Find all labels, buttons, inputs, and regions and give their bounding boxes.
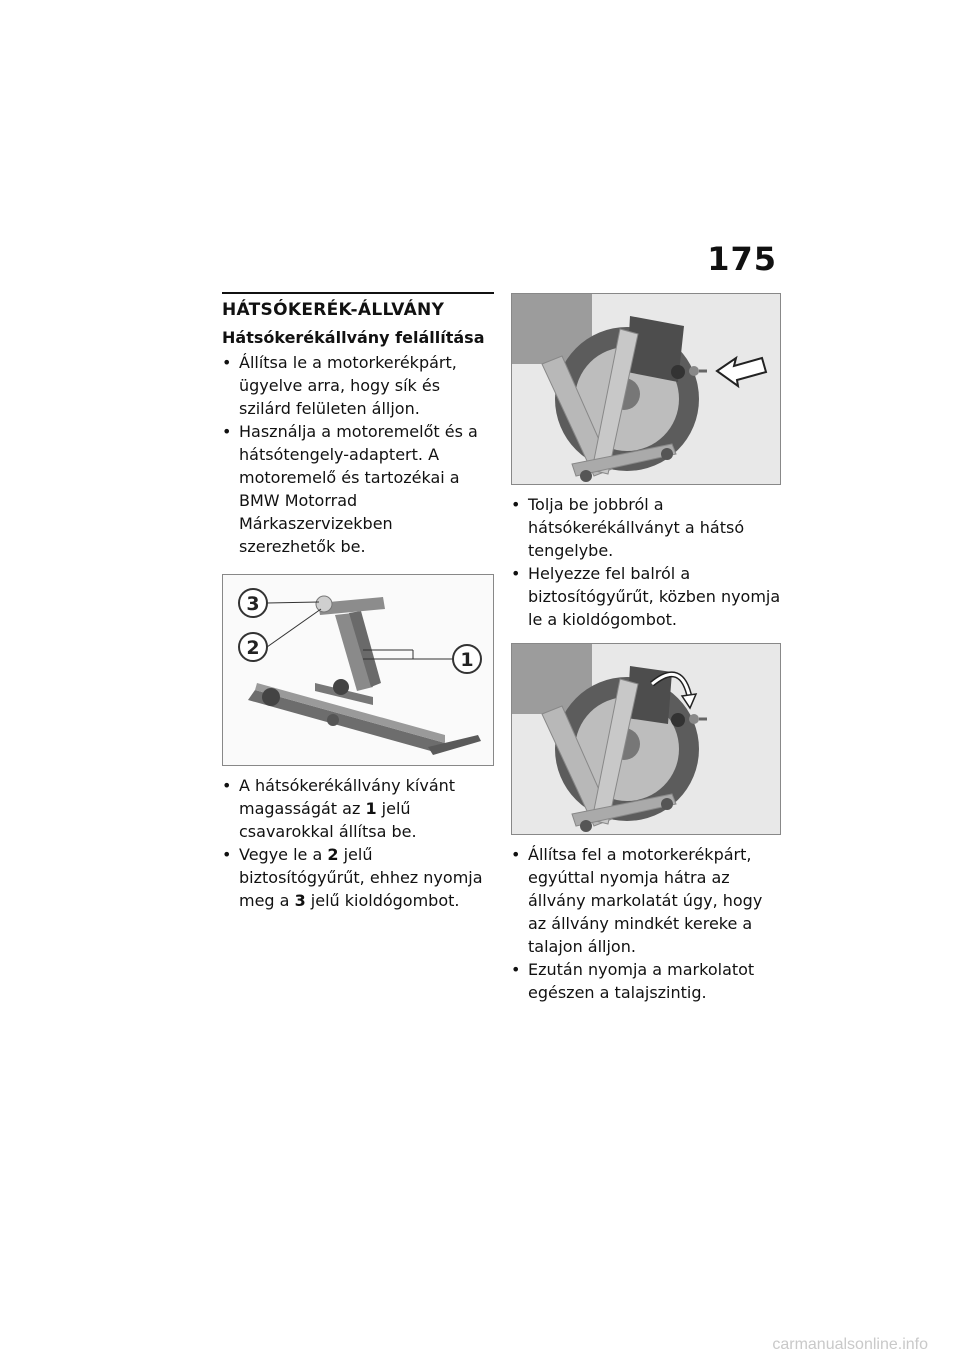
bullet-list-4: [511, 843, 781, 1004]
list-item: • Helyezze fel balról a biztosítógyűrűt, közben nyomja le a kioldógombot.: [511, 562, 781, 631]
callout-2: [239, 633, 267, 661]
list-item: • Ezután nyomja a markolatot egészen a talajszintig.: [511, 958, 781, 1004]
right-column: [511, 293, 781, 1004]
svg-text:2: 2: [246, 637, 260, 659]
list-item: • Állítsa le a motorkerékpárt, ügyelve arra, hogy sík és szilárd felületen álljon.: [222, 351, 494, 420]
page-number: 175: [707, 240, 777, 278]
ref-number: 2: [327, 845, 339, 864]
list-item: • A hátsókerékállvány kívánt magasságát az 1 jelű csavarokkal állítsa be.: [222, 774, 494, 843]
callout-1: [453, 645, 481, 673]
footer-watermark: carmanualsonline.info: [772, 1336, 928, 1353]
bullet-list: [222, 351, 494, 558]
figure-stand-illustration: [222, 574, 494, 766]
ref-number: 1: [365, 799, 377, 818]
figure-stand-lever-photo: [511, 643, 781, 835]
svg-text:3: 3: [246, 593, 260, 615]
list-item: • Állítsa fel a motorkerékpárt, egyúttal nyomja hátra az állvány markolatát úgy, hogy az állvány mindkét kereke a talajon álljon.: [511, 843, 781, 958]
bullet-list-3: [511, 493, 781, 631]
callout-3: [239, 589, 267, 617]
ref-number: 3: [294, 891, 306, 910]
section-title: HÁTSÓKERÉK-ÁLLVÁNY: [222, 292, 494, 320]
left-column: [222, 292, 494, 912]
list-item: • Tolja be jobbról a hátsókerékállványt a hátsó tengelybe.: [511, 493, 781, 562]
list-item: • Használja a motoremelőt és a hátsótengely-adaptert. A motoremelő és tartozékai a BMW Motorrad Márkaszervizekben szerezhetők be.: [222, 420, 494, 558]
subsection-title: Hátsókerékállvány felállítása: [222, 328, 485, 347]
list-item: • Vegye le a 2 jelű biztosítógyűrűt, ehhez nyomja meg a 3 jelű kioldógombot.: [222, 843, 494, 912]
figure-stand-insertion-photo: [511, 293, 781, 485]
bullet-list-2: [222, 774, 494, 912]
svg-text:1: 1: [460, 649, 474, 671]
